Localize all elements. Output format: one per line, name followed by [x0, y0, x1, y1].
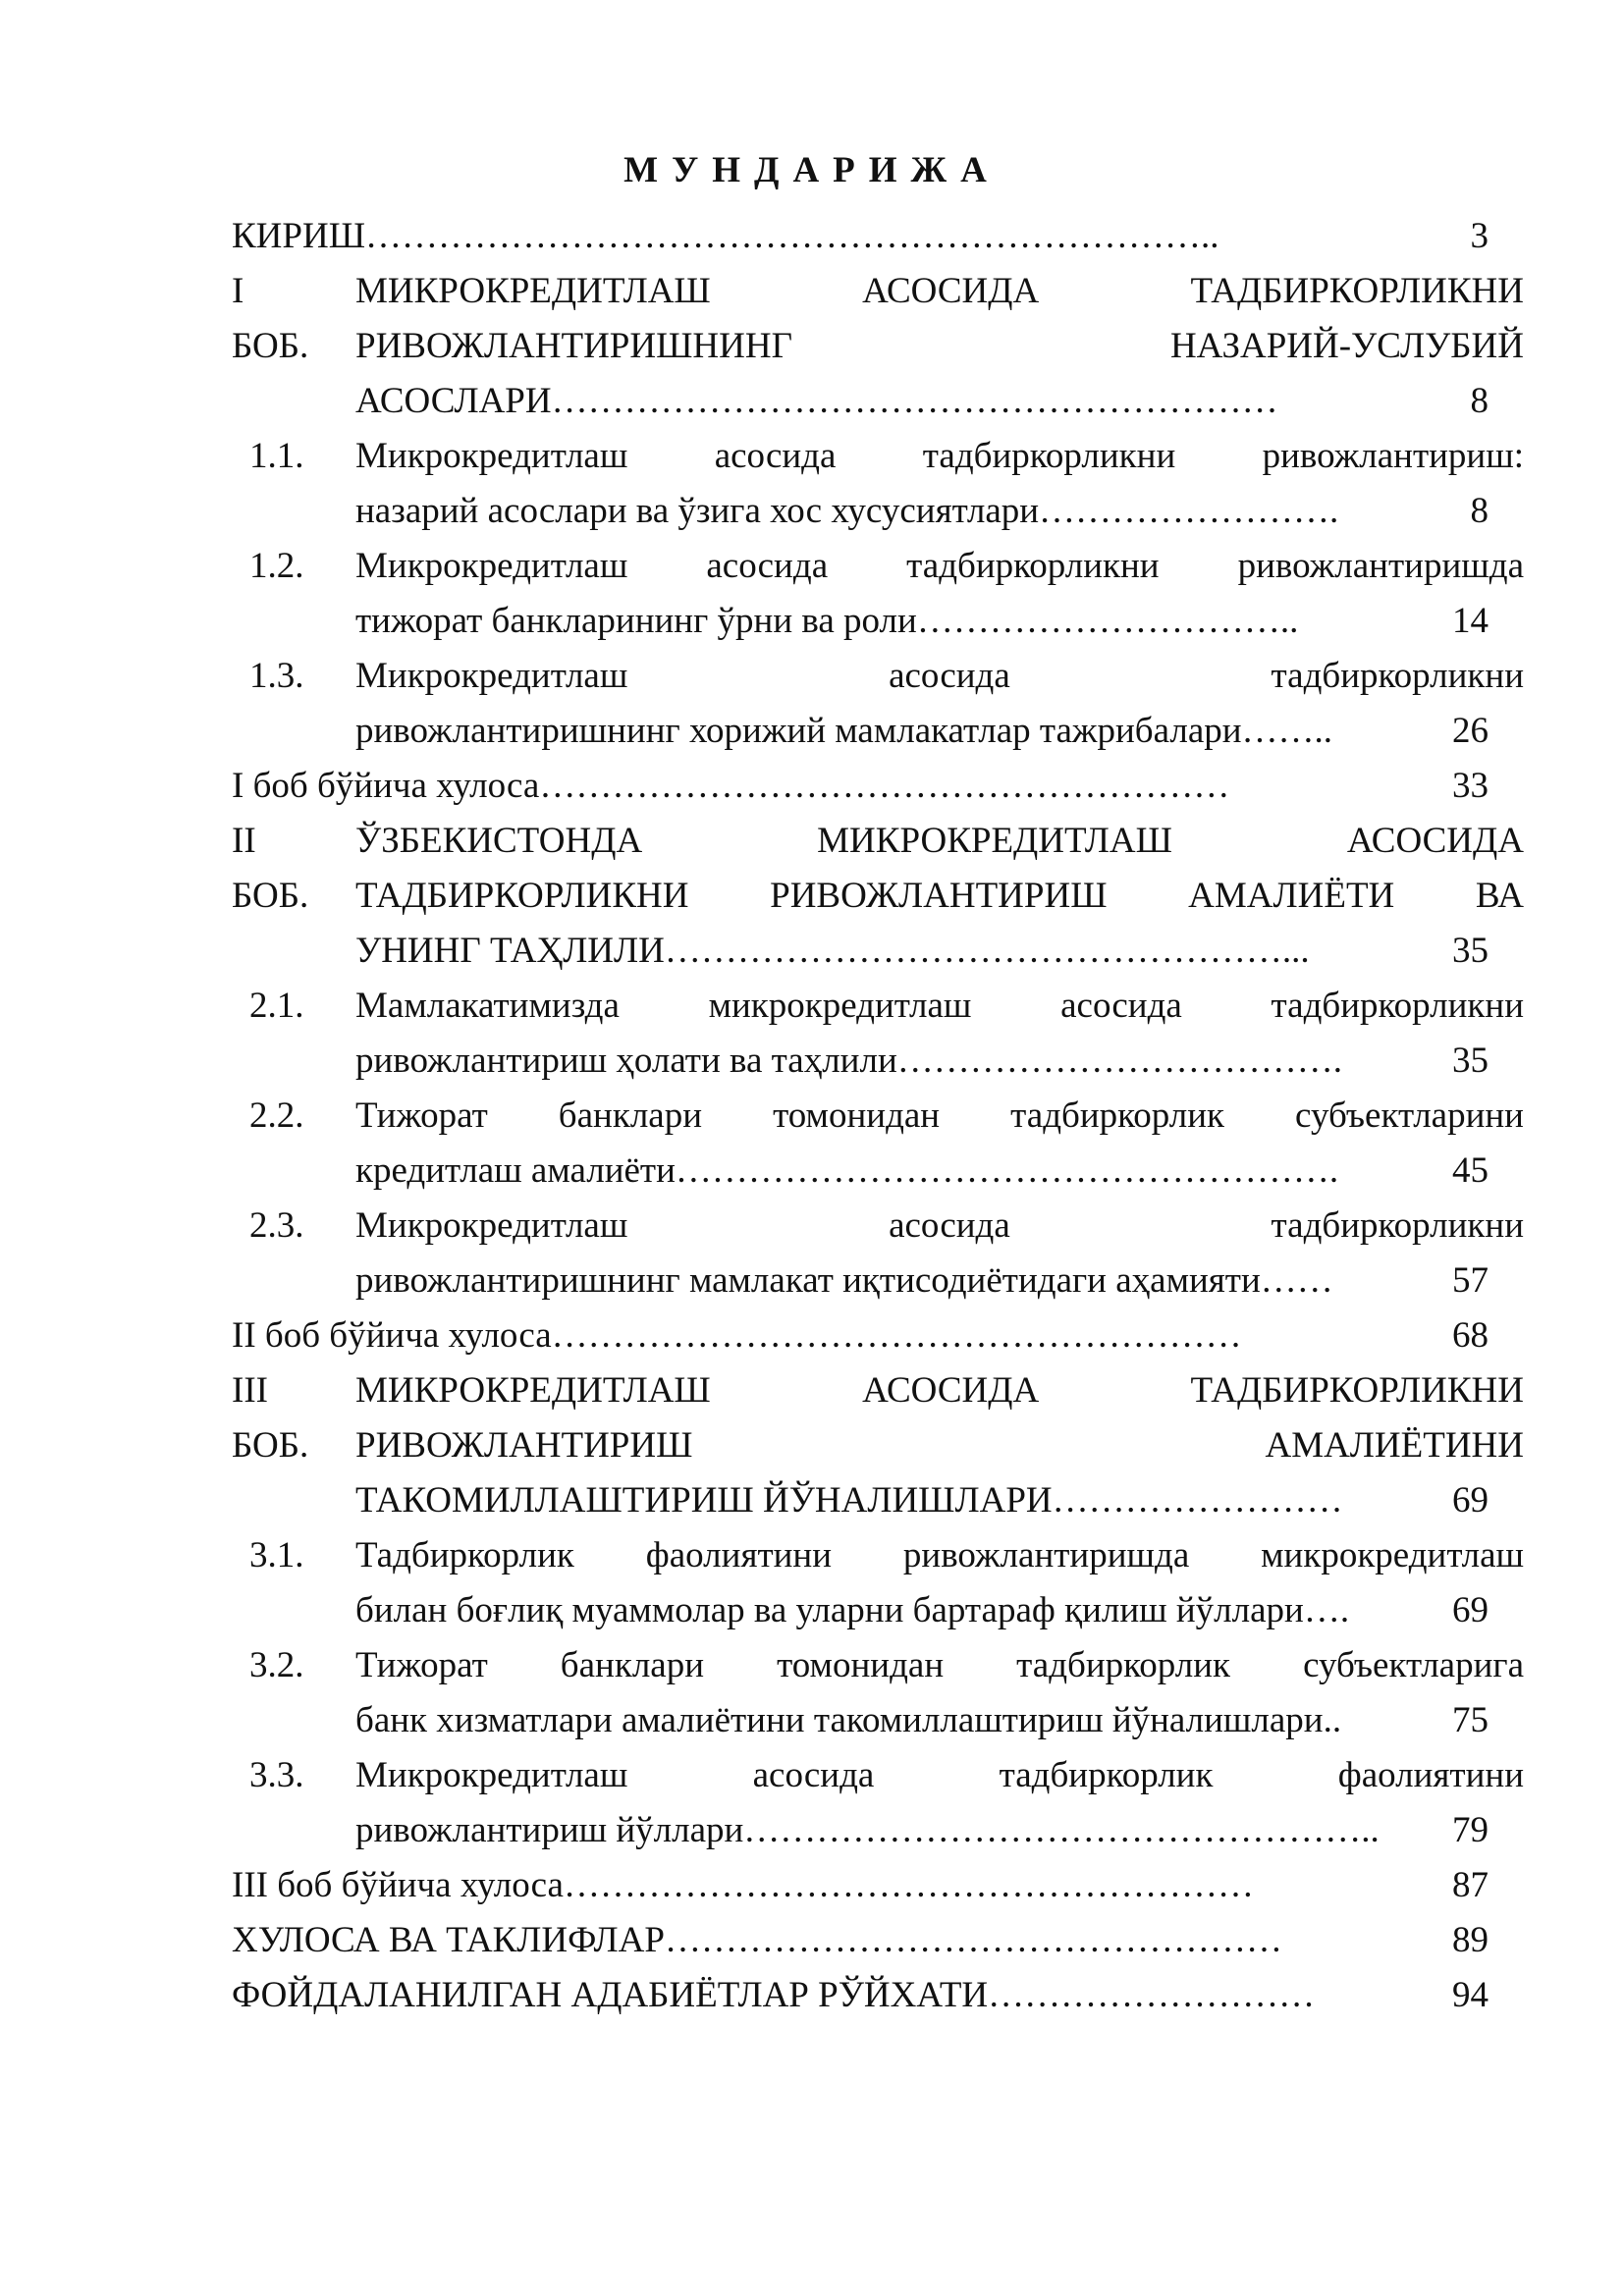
- chapter-title-line: ЎЗБЕКИСТОНДА МИКРОКРЕДИТЛАШ АСОСИДА: [355, 821, 1524, 861]
- toc-chapter-line[interactable]: [232, 319, 1524, 374]
- toc-entry-text: III боб бўйича хулоса…………………………………………………: [232, 1865, 1254, 1905]
- toc-entry[interactable]: [232, 209, 1489, 264]
- chapter-title-line: РИВОЖЛАНТИРИШНИНГ НАЗАРИЙ-УСЛУБИЙ: [355, 326, 1524, 366]
- section-number: 2.2.: [249, 1095, 304, 1136]
- section-title-line: Тадбиркорлик фаолиятини ривожлантиришда микрокредитлаш: [355, 1535, 1524, 1575]
- table-of-contents: [232, 209, 1524, 2023]
- toc-section-line[interactable]: [232, 1199, 1524, 1254]
- toc-entry[interactable]: [232, 1968, 1489, 2023]
- section-title-line: Микрокредитлаш асосида тадбиркорлик фаолиятини: [355, 1755, 1524, 1795]
- chapter-number: I: [232, 271, 244, 311]
- section-number: 1.2.: [249, 546, 304, 586]
- section-number: 3.3.: [249, 1755, 304, 1795]
- toc-chapter-line[interactable]: [232, 869, 1524, 924]
- toc-entry[interactable]: [232, 1308, 1489, 1363]
- section-title-line: билан боғлиқ муаммолар ва уларни бартараф қилиш йўллари….: [355, 1590, 1350, 1630]
- toc-section-line[interactable]: [232, 539, 1524, 594]
- toc-page-number: 94: [1452, 1975, 1489, 2015]
- section-number: 2.3.: [249, 1205, 304, 1246]
- toc-chapter-line[interactable]: [232, 924, 1489, 979]
- section-title-line: Тижорат банклари томонидан тадбиркорлик субъектларини: [355, 1095, 1524, 1136]
- toc-section-line[interactable]: [232, 1528, 1524, 1583]
- toc-section-line[interactable]: [232, 594, 1489, 649]
- toc-section-line[interactable]: [232, 649, 1524, 704]
- toc-entry-text: ФОЙДАЛАНИЛГАН АДАБИЁТЛАР РЎЙХАТИ………………………: [232, 1975, 1316, 2015]
- toc-section-line[interactable]: [232, 429, 1524, 484]
- section-number: 3.2.: [249, 1645, 304, 1685]
- toc-page-number: 14: [1452, 601, 1489, 641]
- toc-page-number: 89: [1452, 1920, 1489, 1960]
- toc-page-number: 57: [1452, 1260, 1489, 1301]
- chapter-title-line: ТАКОМИЛЛАШТИРИШ ЙЎНАЛИШЛАРИ……………………: [355, 1480, 1343, 1521]
- section-title-line: Микрокредитлаш асосида тадбиркорликни: [355, 1205, 1524, 1246]
- toc-page-number: 69: [1452, 1480, 1489, 1521]
- toc-section-line[interactable]: [232, 1583, 1489, 1638]
- chapter-number: III: [232, 1370, 268, 1411]
- chapter-title-line: МИКРОКРЕДИТЛАШ АСОСИДА ТАДБИРКОРЛИКНИ: [355, 271, 1524, 311]
- toc-section-line[interactable]: [232, 1693, 1489, 1748]
- toc-section-line[interactable]: [232, 979, 1524, 1034]
- toc-section-line[interactable]: [232, 1638, 1524, 1693]
- toc-section-line[interactable]: [232, 1254, 1489, 1308]
- toc-section-line[interactable]: [232, 704, 1489, 759]
- section-title-line: ривожлантиришнинг хорижий мамлакатлар тажрибалари……..: [355, 711, 1333, 751]
- chapter-title-line: АСОСЛАРИ……………………………………………………: [355, 381, 1278, 421]
- toc-section-line[interactable]: [232, 1089, 1524, 1144]
- section-number: 1.3.: [249, 656, 304, 696]
- section-title-line: Микрокредитлаш асосида тадбиркорликни ривожлантириш:: [355, 436, 1524, 476]
- section-title-line: Микрокредитлаш асосида тадбиркорликни ривожлантиришда: [355, 546, 1524, 586]
- toc-page-number: 69: [1452, 1590, 1489, 1630]
- toc-chapter-line[interactable]: [232, 1418, 1524, 1473]
- toc-page-number: 68: [1452, 1315, 1489, 1356]
- toc-entry-text: ХУЛОСА ВА ТАКЛИФЛАР……………………………………………: [232, 1920, 1282, 1960]
- toc-section-line[interactable]: [232, 1034, 1489, 1089]
- chapter-title-line: ТАДБИРКОРЛИКНИ РИВОЖЛАНТИРИШ АМАЛИЁТИ ВА: [355, 876, 1524, 916]
- chapter-number: II: [232, 821, 256, 861]
- toc-page-number: 45: [1452, 1150, 1489, 1191]
- section-number: 3.1.: [249, 1535, 304, 1575]
- toc-page-number: 8: [1470, 491, 1489, 531]
- toc-chapter-line[interactable]: [232, 1363, 1524, 1418]
- toc-entry-text: КИРИШ……………………………………………………………..: [232, 216, 1219, 256]
- toc-page-number: 35: [1452, 1041, 1489, 1081]
- section-title-line: назарий асослари ва ўзига хос хусусиятлари…………………….: [355, 491, 1339, 531]
- toc-section-line[interactable]: [232, 1144, 1489, 1199]
- chapter-title-line: РИВОЖЛАНТИРИШ АМАЛИЁТИНИ: [355, 1425, 1524, 1466]
- chapter-title-line: УНИНГ ТАҲЛИЛИ……………………………………………...: [355, 931, 1310, 971]
- chapter-label: БОБ.: [232, 326, 309, 366]
- section-title-line: ривожлантиришнинг мамлакат иқтисодиётидаги аҳамияти……: [355, 1260, 1333, 1301]
- chapter-label: БОБ.: [232, 1425, 309, 1466]
- section-title-line: тижорат банкларининг ўрни ва роли…………………………..: [355, 601, 1299, 641]
- toc-page-number: 8: [1470, 381, 1489, 421]
- toc-chapter-line[interactable]: [232, 1473, 1489, 1528]
- section-title-line: Микрокредитлаш асосида тадбиркорликни: [355, 656, 1524, 696]
- toc-entry-text: II боб бўйича хулоса…………………………………………………: [232, 1315, 1242, 1356]
- section-title-line: ривожлантириш ҳолати ва таҳлили……………………………….: [355, 1041, 1342, 1081]
- toc-entry[interactable]: [232, 1913, 1489, 1968]
- section-title-line: Тижорат банклари томонидан тадбиркорлик субъектларига: [355, 1645, 1524, 1685]
- toc-page-number: 75: [1452, 1700, 1489, 1740]
- toc-page-number: 3: [1470, 216, 1489, 256]
- toc-entry-text: I боб бўйича хулоса…………………………………………………: [232, 766, 1230, 806]
- toc-chapter-line[interactable]: [232, 814, 1524, 869]
- toc-page-number: 79: [1452, 1810, 1489, 1850]
- section-title-line: кредитлаш амалиёти……………………………………………….: [355, 1150, 1339, 1191]
- toc-page-number: 35: [1452, 931, 1489, 971]
- toc-entry[interactable]: [232, 759, 1489, 814]
- section-title-line: Мамлакатимизда микрокредитлаш асосида тадбиркорликни: [355, 986, 1524, 1026]
- section-number: 1.1.: [249, 436, 304, 476]
- chapter-label: БОБ.: [232, 876, 309, 916]
- toc-page-number: 87: [1452, 1865, 1489, 1905]
- toc-section-line[interactable]: [232, 1803, 1489, 1858]
- toc-page-number: 33: [1452, 766, 1489, 806]
- page-title: МУНДАРИЖА: [623, 150, 1001, 190]
- toc-entry[interactable]: [232, 1858, 1489, 1913]
- toc-chapter-line[interactable]: [232, 374, 1489, 429]
- toc-chapter-line[interactable]: [232, 264, 1524, 319]
- section-title-line: банк хизматлари амалиётини такомиллаштириш йўналишлари..: [355, 1700, 1342, 1740]
- section-number: 2.1.: [249, 986, 304, 1026]
- toc-section-line[interactable]: [232, 1748, 1524, 1803]
- toc-section-line[interactable]: [232, 484, 1489, 539]
- toc-page-number: 26: [1452, 711, 1489, 751]
- section-title-line: ривожлантириш йўллари……………………………………………..: [355, 1810, 1380, 1850]
- chapter-title-line: МИКРОКРЕДИТЛАШ АСОСИДА ТАДБИРКОРЛИКНИ: [355, 1370, 1524, 1411]
